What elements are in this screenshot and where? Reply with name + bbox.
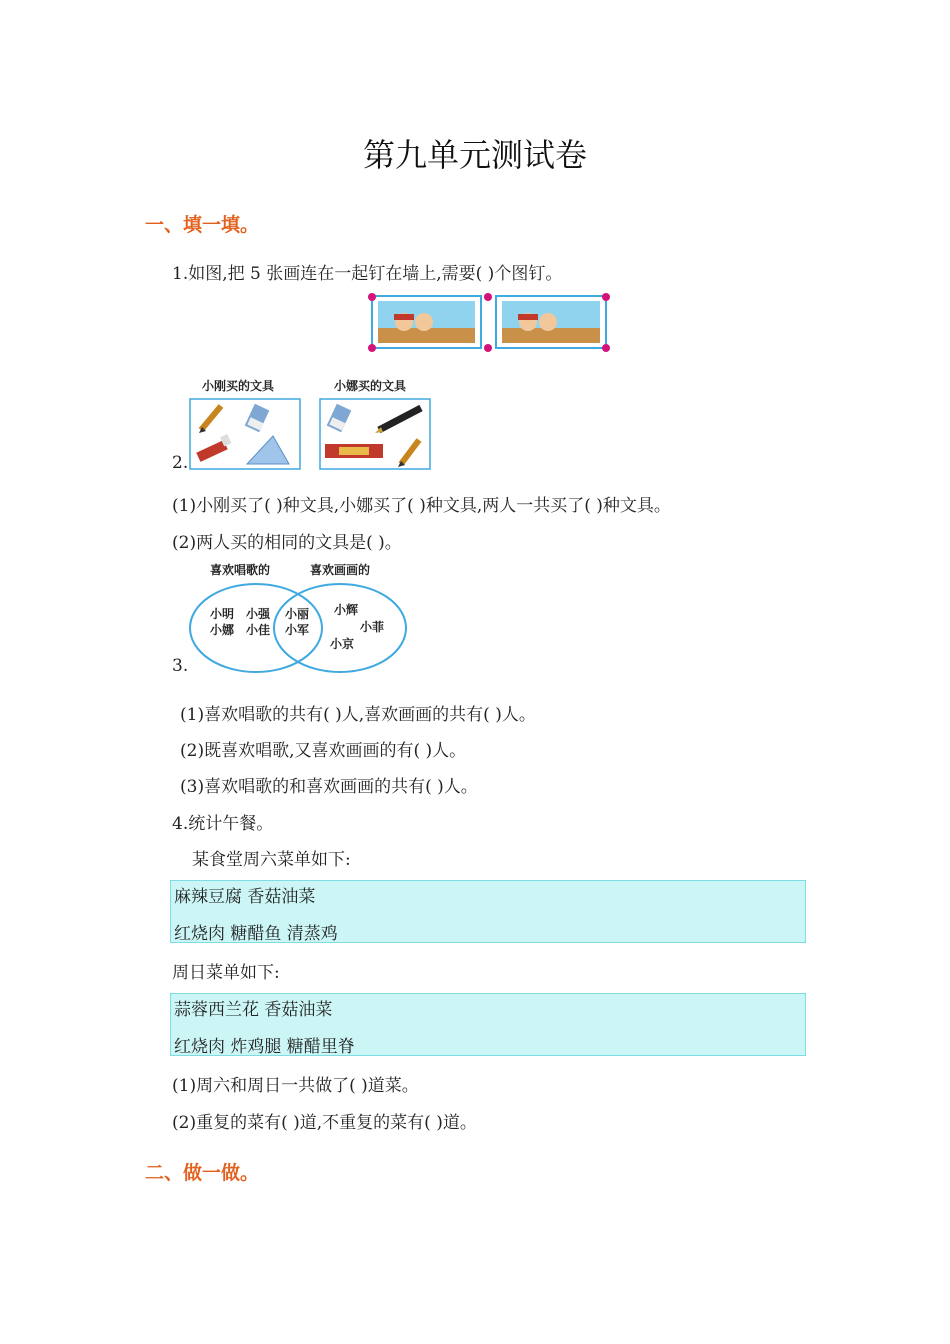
picture-frame-1 — [372, 296, 481, 348]
sunday-menu-row-2: 红烧肉 炸鸡腿 糖醋里脊 — [174, 1037, 355, 1057]
question-4-sub2: (2)重复的菜有( )道,不重复的菜有( )道。 — [172, 1113, 477, 1133]
pinned-pictures-figure — [364, 292, 616, 356]
venn-name: 小明 — [210, 607, 235, 621]
venn-name: 小强 — [246, 607, 271, 621]
venn-sing-label: 喜欢唱歌的 — [210, 563, 271, 577]
xiaona-label: 小娜买的文具 — [334, 379, 407, 393]
ruler-icon — [325, 444, 383, 458]
question-4-sub1: (1)周六和周日一共做了( )道菜。 — [172, 1076, 419, 1096]
venn-name: 小佳 — [246, 623, 271, 637]
question-3-sub2: (2)既喜欢唱歌,又喜欢画画的有( )人。 — [180, 741, 467, 761]
question-2-sub1: (1)小刚买了( )种文具,小娜买了( )种文具,两人一共买了( )种文具。 — [172, 496, 671, 516]
question-3-sub3: (3)喜欢唱歌的和喜欢画画的共有( )人。 — [180, 777, 478, 797]
xiaogang-label: 小刚买的文具 — [202, 379, 275, 393]
question-4-title: 4.统计午餐。 — [172, 814, 274, 834]
question-3-sub1: (1)喜欢唱歌的共有( )人,喜欢画画的共有( )人。 — [180, 705, 536, 725]
section-heading-fill: 一、填一填。 — [145, 214, 260, 236]
saturday-menu-row-1: 麻辣豆腐 香菇油菜 — [174, 887, 316, 907]
picture-frame-2 — [496, 296, 606, 348]
saturday-menu-row-2: 红烧肉 糖醋鱼 清蒸鸡 — [174, 924, 338, 944]
venn-name: 小娜 — [210, 623, 235, 637]
question-2-sub2: (2)两人买的相同的文具是( )。 — [172, 533, 402, 553]
venn-name: 小辉 — [334, 603, 359, 617]
venn-name: 小军 — [285, 623, 310, 637]
saturday-intro: 某食堂周六菜单如下: — [192, 850, 351, 870]
section-heading-do: 二、做一做。 — [145, 1162, 260, 1184]
question-2-number: 2. — [172, 453, 189, 473]
venn-diagram — [186, 580, 411, 676]
page-title: 第九单元测试卷 — [362, 136, 587, 174]
venn-draw-label: 喜欢画画的 — [310, 563, 371, 577]
sunday-menu-row-1: 蒜蓉西兰花 香菇油菜 — [174, 1000, 333, 1020]
stationery-figure — [189, 398, 434, 471]
sunday-menu-box — [170, 993, 806, 1056]
venn-name: 小京 — [330, 637, 355, 651]
venn-name: 小菲 — [360, 620, 385, 634]
question-1: 1.如图,把 5 张画连在一起钉在墙上,需要( )个图钉。 — [172, 264, 563, 284]
question-3-number: 3. — [172, 656, 189, 676]
saturday-menu-box — [170, 880, 806, 943]
venn-name: 小丽 — [285, 607, 310, 621]
sunday-intro: 周日菜单如下: — [172, 963, 280, 983]
